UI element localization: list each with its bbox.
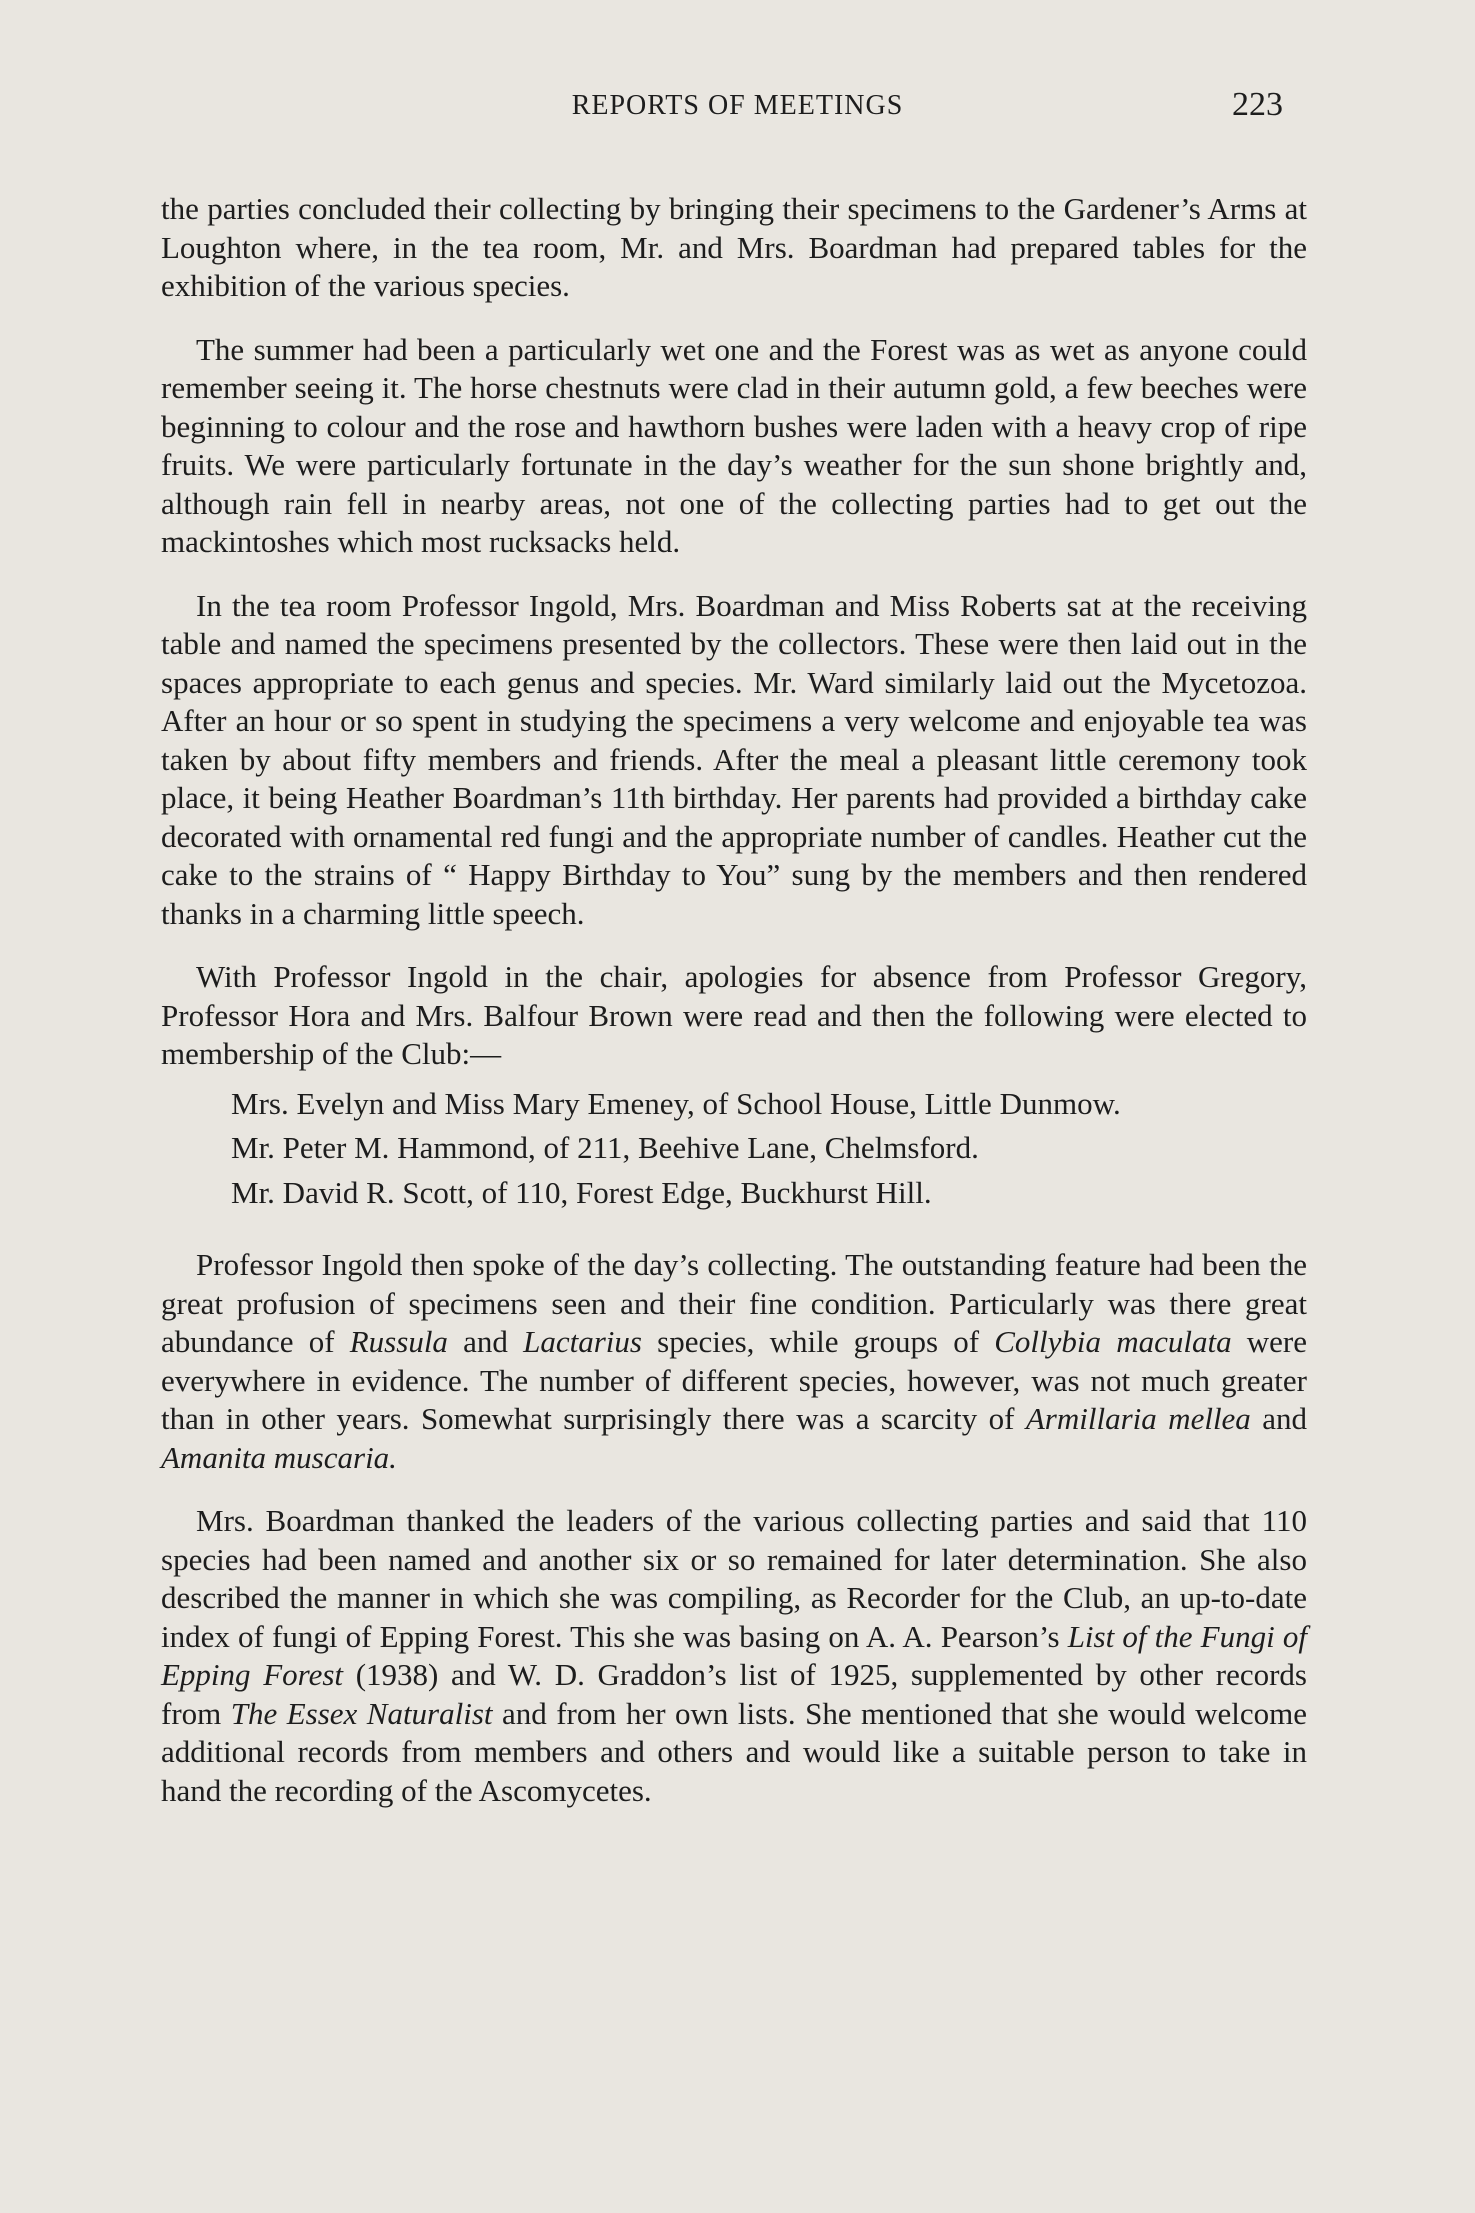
new-members-list [161,1085,1307,1213]
new-member-entry: Mr. Peter M. Hammond, of 211, Beehive Lane, Chelmsford. [231,1130,979,1165]
paragraph-text: and from her own lists. She mentioned that she would welcome additional records from members and others and would like a suitable person to take in hand the recording of the Ascomycetes. [161,1695,1307,1808]
running-head: REPORTS OF MEETINGS [571,90,904,121]
new-member-entry: Mrs. Evelyn and Miss Mary Emeney, of School House, Little Dunmow. [231,1085,1121,1121]
paragraph-text: were everywhere in evidence. The number of different species, however, was not much greater than in other years. Somewhat surprisingly there was a scarcity of [161,1324,1307,1436]
taxon-name: Russula [349,1324,448,1359]
paragraph-text: In the tea room Professor Ingold, Mrs. Boardman and Miss Roberts sat at the receiving table and named the specimens presented by the collectors. These were then laid out in the spaces appropriate to each genus and species. Mr. Ward similarly laid out the Mycetozoa. After an hour or so spent in studying the specimens a very welcome and enjoyable tea was taken by about fifty members and friends. After the meal a pleasant little ceremony took place, it being Heather Boardman’s 11th birthday. Her parents had provided a birthday cake decorated with ornamental red fungi and the appropriate number of candles. Heather cut the cake to the strains of “ Happy Birthday to You” sung by the members and then rendered thanks in a charming little speech. [161,587,1307,931]
paragraph-text: With Professor Ingold in the chair, apologies for absence from Professor Gregory, Professor Hora and Mrs. Balfour Brown were read and then the following were elected to membership of the Club:— [161,959,1307,1071]
paragraph-text: Mrs. Boardman thanked the leaders of the various collecting parties and said that 110 species had been named and another six or so remained for later determination. She also described the manner in which she was compiling, as Recorder for the Club, an up-to-date index of fungi of Epping Forest. This she was basing on A. A. Pearson’s [161,1503,1307,1654]
paragraph [161,1502,1307,1810]
book-title: List of the Fungi of Epping Forest [161,1618,1307,1692]
paragraph-text: The summer had been a particularly wet one and the Forest was as wet as anyone could remember seeing it. The horse chestnuts were clad in their autumn gold, a few beeches were beginning to colour and the rose and hawthorn bushes were laden with a heavy crop of ripe fruits. We were particularly fortunate in the day’s weather for the sun shone brightly and, although rain fell in nearby areas, not one of the collecting parties had to get out the mackintoshes which most rucksacks held. [161,331,1307,559]
paragraph-text: (1938) and W. D. Graddon’s list of 1925, supplemented by other records from [161,1657,1307,1731]
taxon-name: Armillaria mellea [1025,1401,1251,1436]
taxon-name: Lactarius [523,1324,642,1359]
paragraph-text: Professor Ingold then spoke of the day’s collecting. The outstanding feature had been the great profusion of specimens seen and their fine condition. Particularly was there great abundance of [161,1247,1307,1359]
body-text [161,190,1307,1810]
journal-title: The Essex Naturalist [230,1695,493,1731]
paragraph [161,1246,1307,1477]
paragraph-text: species, while groups of [641,1324,995,1359]
paragraph [161,331,1307,562]
paragraph [161,587,1307,934]
taxon-name: Collybia maculata [994,1324,1232,1359]
paragraph-text: the parties concluded their collecting by bringing their specimens to the Gardener’s Arms at Loughton where, in the tea room, Mr. and Mrs. Boardman had prepared tables for the exhibition of the various species. [161,191,1307,303]
page-number: 223 [1232,86,1283,123]
paragraph-text: and [1250,1401,1307,1436]
paragraph [161,958,1307,1074]
taxon-name: Amanita muscaria. [161,1439,397,1475]
paragraph-text: and [447,1324,524,1359]
paragraph [161,190,1307,306]
new-member-entry: Mr. David R. Scott, of 110, Forest Edge, Buckhurst Hill. [231,1174,932,1210]
